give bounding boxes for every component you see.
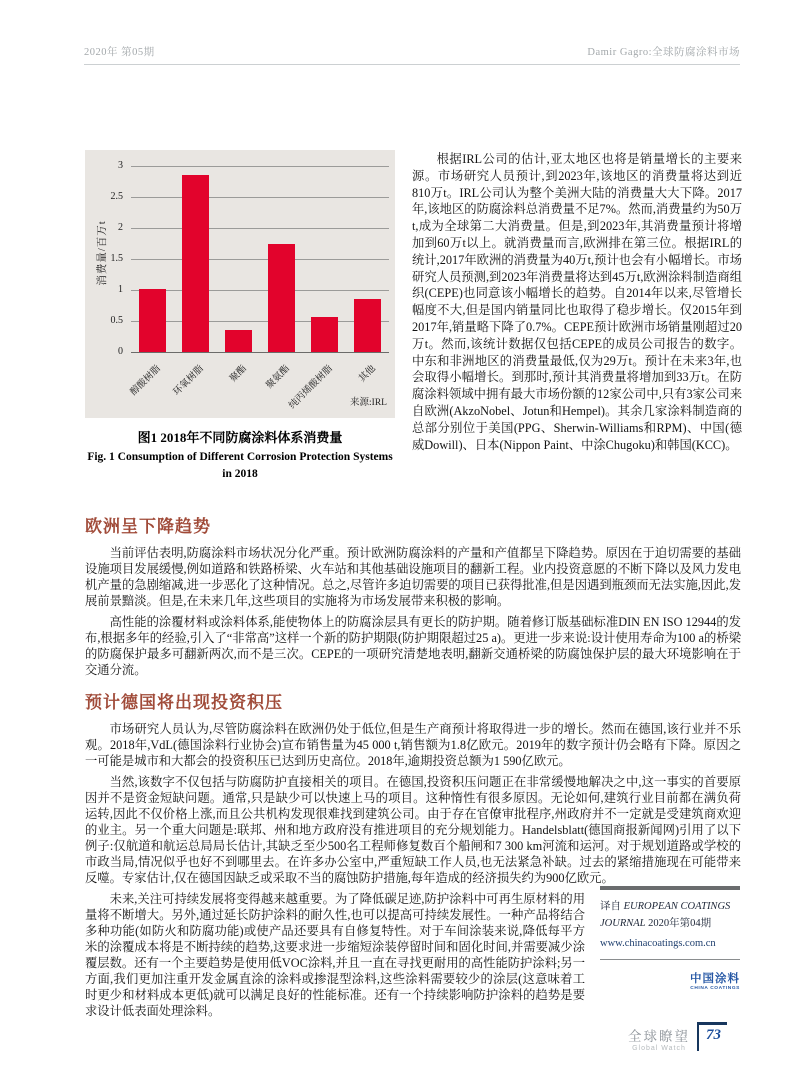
grid-line — [131, 228, 389, 229]
y-axis-label: 消费量/百万t — [97, 220, 108, 286]
x-category-label: 纯丙烯酸树脂 — [287, 363, 335, 412]
page-number-box — [697, 1022, 727, 1051]
bar-聚酯 — [225, 330, 252, 352]
footer-section-title — [628, 1022, 690, 1052]
grid-line — [131, 290, 389, 291]
section-europe — [85, 512, 741, 678]
translation-prefix: 译自 — [600, 901, 621, 912]
x-category-label: 聚氨酯 — [264, 363, 292, 392]
footer-section-en: Global Watch — [632, 1045, 686, 1052]
translation-sidebar — [600, 886, 740, 991]
page-number: 73 — [706, 1027, 721, 1043]
section-germany-paragraph-1: 市场研究人员认为,尽管防腐涂料在欧洲仍处于低位,但是生产商预计将取得进一步的增长。然而在德国,该行业并不乐观。2018年,VdL(德国涂料行业协会)宣布销售量为45 000 t,销售额为1.8亿欧元。2019年的数字预计仍会略有下降。原因之一可能是城市和大都会的投资积压已达到历史高位。2018年,逾期投资总额为1 590亿欧元。 — [85, 722, 741, 768]
section-germany-paragraph-2: 当然,该数字不仅包括与防腐防护直接相关的项目。在德国,投资积压问题正在非常缓慢地解决之中,这一事实的首要原因并不是资金短缺问题。通常,只是缺少可以快速上马的项目。这种惰性有很多原因。无论如何,建筑行业目前都在满负荷运转,因此不仅价格上涨,而且公共机构发现很难找到建筑公司。由于存在官僚审批程序,州政府并不一定就是受建筑商欢迎的业主。另一个重大问题是:联邦、州和地方政府没有推进项目的充分规划能力。Handelsblatt(德国商报新闻网)引用了以下例子:仅航道和航运总局局长估计,其缺乏至少500名工程师修复数百个船闸和7 300 km河流和运河。对于规划道路或学校的市政当局,情况似乎也好不到哪里去。在许多办公室中,严重短缺工作人员,也无法紧急补缺。过去的紧缩措施现在可能带来反噬。专家估计,仅在德国因缺乏或采取不当的腐蚀防护措施,每年造成的经济损失约为900亿欧元。 — [85, 775, 741, 885]
chart-source: 来源:IRL — [350, 398, 387, 408]
page-header — [84, 44, 740, 65]
intro-paragraph: 根据IRL公司的估计,亚太地区也将是销量增长的主要来源。市场研究人员预计,到2023年,该地区的消费量将达到近810万t。IRL公司认为整个美洲大陆的消费量大大下降。2017年,该地区的防腐涂料总消费量不足7%。然而,消费量约为50万t,成为全球第二大消费量。但是,到2023年,其消费量预计将增加到60万t以上。就消费量而言,欧洲排在第三位。根据IRL的统计,2017年欧洲的消费量为40万t,预计也会有小幅增长。市场研究人员预测,到2023年消费量将达到45万t,欧洲涂料制造商组织(CEPE)也同意该小幅增长的趋势。自2014年以来,尽管增长幅度不大,但是国内销量同比也取得了稳步增长。仅2015年到2017年,销量略下降了0.7%。CEPE预计欧洲市场销量刚超过20万t。然而,该统计数据仅包括CEPE的成员公司报告的数字。中东和非洲地区的消费量最低,仅为29万t。预计在未来3年,也会取得小幅增长。到那时,预计其消费量将增加到33万t。在防腐涂料领域中拥有最大市场份额的12家公司中,只有3家公司来自欧洲(AkzoNobel、Jotun和Hempel)。其余几家涂料制造商的总部分别位于美国(PPG、Sherwin-Williams和RPM)、中国(德威Dowill)、日本(Nippon Paint、中涂Chugoku)和韩国(KCC)。 — [412, 152, 742, 452]
bar-纯丙烯酸树脂 — [311, 317, 338, 352]
x-category-label: 聚酯 — [227, 363, 249, 385]
y-tick-label: 1.5 — [110, 253, 123, 264]
grid-line — [131, 197, 389, 198]
figure-caption-en: Fig. 1 Consumption of Different Corrosion Protection Systems in 2018 — [87, 451, 393, 481]
page-footer — [628, 1022, 727, 1052]
figure-caption-cn: 图1 2018年不同防腐涂料体系消费量 — [137, 430, 343, 445]
bar-chart — [85, 150, 395, 418]
translation-note — [600, 898, 740, 932]
issue-label: 2020年 第05期 — [84, 47, 155, 58]
section-europe-paragraph-2: 高性能的涂覆材料或涂料体系,能使物体上的防腐涂层具有更长的防护期。随着修订版基础标准DIN EN ISO 12944的发布,根据多年的经验,引入了“非常高”这样一个新的防护期限(防护期限超过25 a)。更进一步来说:设计使用寿命为100 a的桥梁的防腐保护最多可翻新两次,而不是三次。CEPE的一项研究清楚地表明,翻新交通桥梁的防腐蚀保护层的最大环境影响在于交通分流。 — [85, 615, 741, 677]
sidebar-bottom-rule — [600, 959, 740, 960]
journal-issue: 2020年第04期 — [648, 918, 712, 929]
y-tick-label: 3 — [118, 160, 123, 171]
bar-醇酸树脂 — [139, 289, 166, 352]
logo-text-cn: 中国涂料 — [690, 973, 740, 985]
section-germany-heading: 预计德国将出现投资积压 — [85, 693, 283, 712]
y-tick-label: 2.5 — [110, 191, 123, 202]
bar-其他 — [354, 299, 381, 352]
bar-聚氨酯 — [268, 244, 295, 352]
grid-line — [131, 166, 389, 167]
x-category-label: 环氧树脂 — [171, 363, 206, 398]
y-tick-label: 2 — [118, 222, 123, 233]
figure-block — [85, 150, 395, 484]
grid-line — [131, 259, 389, 260]
section-europe-paragraph-1: 当前评估表明,防腐涂料市场状况分化严重。预计欧洲防腐涂料的产量和产值都呈下降趋势。原因在于迫切需要的基础设施项目发展缓慢,例如道路和铁路桥梁、火车站和其他基础设施项目的翻新工程。业内投资意愿的不断下降以及风力发电机产量的急剧缩减,进一步恶化了这种情况。总之,尽管许多迫切需要的项目已获得批准,但是因遇到瓶颈而无法实施,因此,发展前景黯淡。但是,在未来几年,这些项目的实施将为市场发展带来积极的影响。 — [85, 546, 741, 608]
website-url: www.chinacoatings.com.cn — [600, 938, 716, 949]
journal-name: EUROPEAN COATINGS JOURNAL — [600, 901, 731, 929]
section-germany-paragraph-3: 未来,关注可持续发展将变得越来越重要。为了降低碳足迹,防护涂料中可再生原材料的用量将不断增大。另外,通过延长防护涂料的耐久性,也可以提高可持续发展性。一种产品将结合多种功能(如防火和防腐功能)或使产品还要具有自修复特性。对于车间涂装来说,降低每平方米的涂覆成本将是不断持续的趋势,这要求进一步缩短涂装停留时间和固化时间,并需要减少涂覆层数。还有一个主要趋势是使用低VOC涂料,并且一直在寻找更耐用的高性能防护涂料;另一方面,我们更加注重开发金属直涂的涂料或掺混型涂料,这些涂料需要较少的涂层(这意味着工时更少和材料成本更低)就可以满足良好的性能标准。还有一个持续影响防护涂料的趋势是要求设计低表面处理涂料。 — [85, 892, 585, 1018]
y-tick-label: 0.5 — [110, 315, 123, 326]
x-category-label: 醇酸树脂 — [128, 363, 163, 398]
sidebar-top-rule — [600, 886, 740, 890]
china-coatings-logo — [600, 970, 740, 991]
y-tick-label: 0 — [118, 346, 123, 357]
logo-text-en: CHINA COATINGS — [690, 986, 740, 991]
y-tick-label: 1 — [118, 284, 123, 295]
article-running-title: Damir Gagro:全球防腐涂料市场 — [587, 47, 740, 58]
section-europe-heading: 欧洲呈下降趋势 — [85, 517, 211, 536]
bar-环氧树脂 — [182, 175, 209, 352]
grid-line — [131, 321, 389, 322]
grid-line — [131, 352, 389, 353]
intro-column — [412, 151, 742, 453]
x-category-label: 其他 — [356, 363, 378, 385]
footer-section-cn: 全球瞭望 — [628, 1029, 690, 1044]
